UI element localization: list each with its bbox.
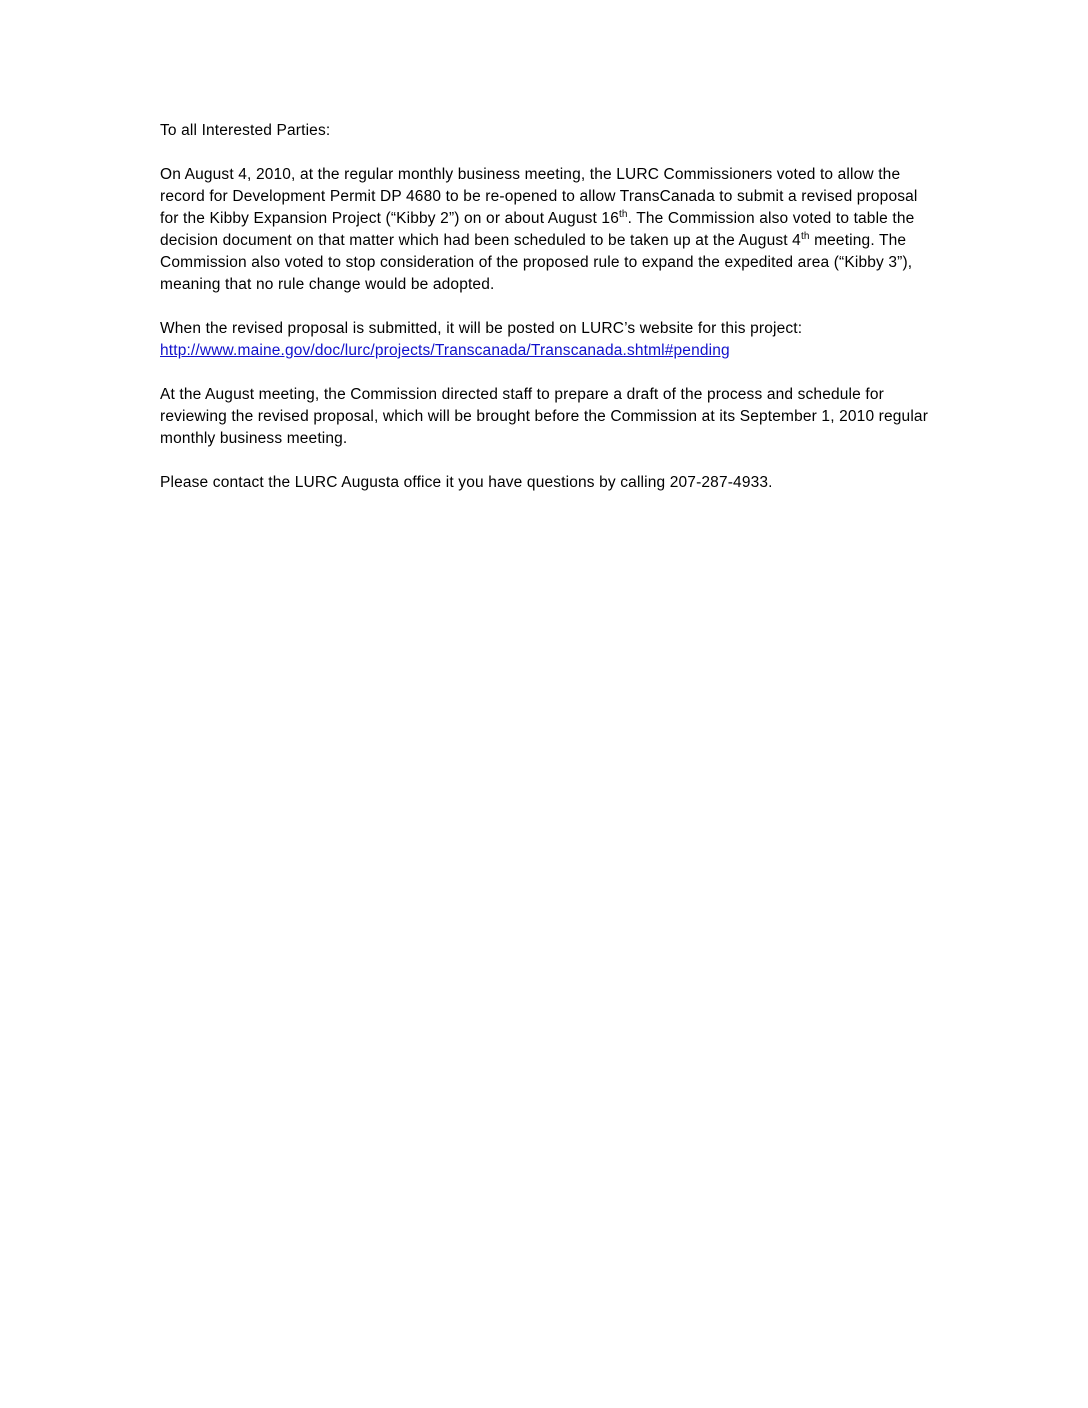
paragraph-contact-info: Please contact the LURC Augusta office it you have questions by calling 207-287-4933. [160,474,773,491]
paragraph-commission-vote [160,164,930,296]
paragraph-2-text: When the revised proposal is submitted, it will be posted on LURC’s website for this project: [160,320,803,337]
document-body [160,120,930,516]
paragraph-1-part-2: . The Commission also voted to table the decision document on that matter which had been scheduled to be taken up at the August 4 [160,210,915,249]
ordinal-suffix-4th: th [800,230,810,242]
project-website-link[interactable]: http://www.maine.gov/doc/lurc/projects/Transcanada/Transcanada.shtml#pending [160,342,730,359]
ordinal-suffix-16th: th [618,208,628,220]
paragraph-1-part-3: meeting. The Commission also voted to stop consideration of the proposed rule to expand the expedited area (“Kibby 3”), meaning that no rule change would be adopted. [160,232,913,293]
paragraph-website-notice [160,318,930,362]
salutation-paragraph: To all Interested Parties: [160,122,331,139]
paragraph-1-part-1: On August 4, 2010, at the regular monthly business meeting, the LURC Commissioners voted to allow the record for Development Permit DP 4680 to be re-opened to allow TransCanada to submit a revised proposal for the Kibby Expansion Project (“Kibby 2”) on or about August 16 [160,166,918,227]
paragraph-staff-direction: At the August meeting, the Commission directed staff to prepare a draft of the process and schedule for reviewing the revised proposal, which will be brought before the Commission at its September 1, 2010 regular monthly business meeting. [160,386,929,447]
